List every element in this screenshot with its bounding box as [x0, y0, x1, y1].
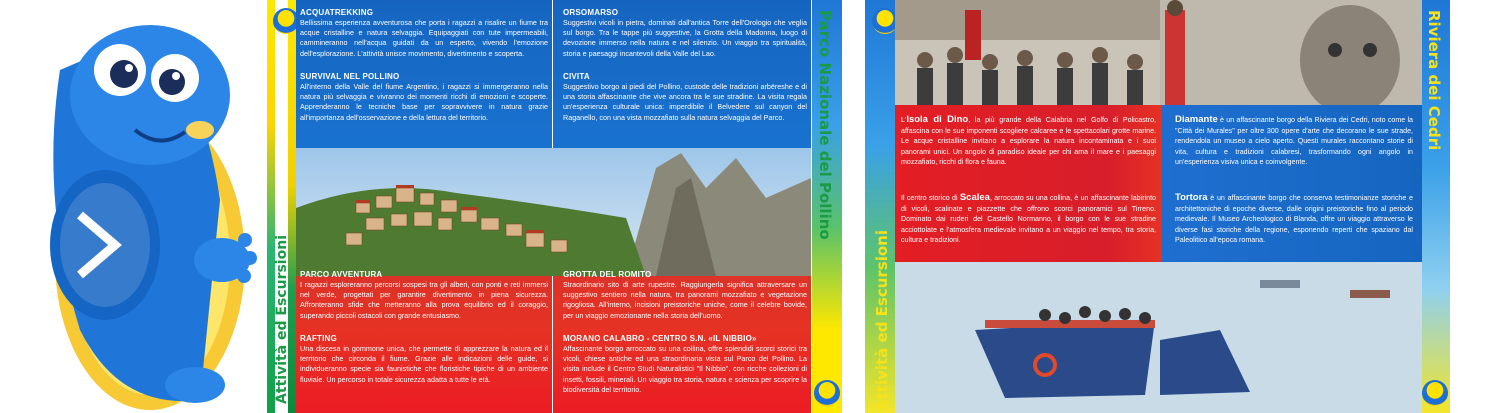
section-title: GROTTA DEL ROMITO: [563, 270, 652, 279]
right-margin: [1450, 0, 1500, 413]
section-morano-calabro: [563, 334, 807, 395]
diamante-text: [1175, 115, 1413, 168]
isola-prefix: L': [901, 116, 907, 124]
section-parco-avventura: [300, 270, 548, 321]
tortora-description: è un affascinante borgo che conserva testimonianze storiche e architettoniche di epoche diverse, dalle origini preistoriche fino al periodo medievale. Il Museo Archeologico di Blanda, offre un viaggio attraverso le diverse fasi storiche della regione, esponendo reperti che spaziano dal Paleolitico all'epoca romana.: [1175, 194, 1413, 244]
section-title: RAFTING: [300, 334, 337, 343]
isola-name: Isola di Dino: [906, 114, 969, 125]
section-title: MORANO CALABRO - CENTRO S.N. «IL NIBBIO»: [563, 334, 757, 343]
turtle-mascot-illustration: [0, 0, 262, 413]
section-text: All'interno della Valle del fiume Argentino, i ragazzi si immergeranno nella natura più selvaggia e vivranno dei momenti ricchi di emozioni e scoperte. Apprenderanno le tecniche base per sopravvivere in natura grazie all'importanza dell'osservazione e della lettura del territorio.: [300, 82, 548, 122]
scalea-description: , arroccato su una collina, è un affascinante labirinto di vicoli, scalinate e piazzette che offrono scorci panoramici sul Tirreno. Dominato dai ruderi del Castello Normanno, il borgo con le sue stradine acciottolate e l'atmosfera medievale invitano a un viaggio nel tempo, tra storia, cultura e tradizioni.: [901, 194, 1156, 244]
tortora-text: [1175, 193, 1413, 246]
section-text: Bellissima esperienza avventurosa che porta i ragazzi a risalire un fiume tra acque cristalline e natura selvaggia. Equipaggiati con tute impermeabili, cammineranno nell'acqua guidati da un esperto, vivendo l'emozione dell'esplorazione. L'attività unisce movimento, divertimento e scoperta.: [300, 18, 548, 58]
section-civita: [563, 72, 807, 123]
section-title: ORSOMARSO: [563, 8, 619, 17]
section-title: SURVIVAL NEL POLLINO: [300, 72, 400, 81]
section-title: ACQUATREKKING: [300, 8, 374, 17]
vertical-title-riviera: Riviera dei Cedri: [1425, 10, 1443, 151]
vertical-title-pollino: Parco Nazionale del Pollino: [816, 10, 834, 240]
vertical-title-left: Attività ed Escursioni: [274, 235, 290, 404]
scalea-prefix: Il centro storico di: [901, 194, 960, 202]
section-survival: [300, 72, 548, 123]
section-acquatrekking: [300, 8, 548, 59]
school-logo-icon: [1422, 380, 1448, 406]
scalea-text: [901, 193, 1156, 246]
isola-description: , la più grande della Calabria nel Golfo di Policastro, affascina con le sue imponenti scogliere calcaree e le spettacolari grotte marine. Le acque cristalline invitano a esplorare la natura incontaminata e i suoi panorami unici. Un angolo di paradiso ideale per chi ama il mare e i paesaggi mozzafiato, ricchi di flora e fauna.: [901, 116, 1156, 166]
section-rafting: [300, 334, 548, 385]
section-text: Suggestivo borgo ai piedi del Pollino, custode delle tradizioni arbëreshe e di una storia affascinante che vive ancora tra le sue stradine. La visita regala un'esperienza culturale unica: imperdibile il Belvedere sul canyon del Raganello, con una vista mozzafiato sulla natura selvaggia del Parco.: [563, 82, 807, 122]
section-text: Suggestivi vicoli in pietra, dominati dall'antica Torre dell'Orologio che veglia sul borgo. Tra le tappe più suggestive, la Grotta della Madonna, luogo di devozione immerso nella natura e nel silenzio. Un viaggio tra spiritualità, storia e paesaggi incantevoli della Valle del Lao.: [563, 18, 807, 58]
section-title: CIVITA: [563, 72, 590, 81]
diamante-description: è un affascinante borgo della Riviera dei Cedri, noto come la "Città dei Murales" per oltre 300 opere d'arte che decorano le sue strade, rendendola un museo a cielo aperto. Questi murales raccontano storie di vita, cultura e tradizioni calabresi, trasformando ogni angolo in un'esperienza visiva unica e coinvolgente.: [1175, 116, 1413, 166]
section-text: Affascinante borgo arroccato su una collina, offre splendidi scorci storici tra vicoli, chiese antiche ed una straordinaria vista sul Parco del Pollino. La visita include il Centro Studi Naturalistici "Il Nibbio", con ricche collezioni di insetti, fossili, minerali. Un viaggio tra storia, natura e scienza per scoprire la biodiversità del territorio.: [563, 344, 807, 394]
vertical-title-right: Attività ed Escursioni: [873, 230, 891, 411]
diamante-name: Diamante: [1175, 114, 1218, 125]
mascot-panel: [0, 0, 262, 413]
page-gap: [842, 0, 865, 413]
isola-dino-text: [901, 115, 1156, 168]
section-grotta-romito: [563, 270, 807, 321]
section-text: Straordinario sito di arte rupestre. Raggiungerla significa attraversare un suggestivo sentiero nella natura, tra panorami mozzafiato e vegetazione rigogliosa. All'interno, incisioni preistoriche uniche, come il celebre bovide, per un viaggio emozionante nella storia dell'uomo.: [563, 280, 807, 320]
section-orsomarso: [563, 8, 807, 59]
section-text: Una discesa in gommone unica, che permette di apprezzare la natura ed il territorio che circonda il fiume. Grazie alle indicazioni delle guide, si individueranno specie sia faunistiche che floristiche tipiche di un ambiente fluviale. Un percorso in totale sicurezza adatta a tutte le età.: [300, 344, 548, 384]
section-title: PARCO AVVENTURA: [300, 270, 383, 279]
school-logo-icon: [814, 380, 840, 406]
tortora-name: Tortora: [1175, 192, 1208, 203]
section-text: I ragazzi esploreranno percorsi sospesi tra gli alberi, con ponti e reti immersi nel verde, progettati per garantire divertimento in piena sicurezza. Affronteranno sfide che metteranno alla prova equilibrio ed il coraggio, superando piccoli ostacoli con grande entusiasmo.: [300, 280, 548, 320]
pollino-village-photo: [296, 148, 811, 276]
scalea-name: Scalea: [959, 192, 990, 203]
